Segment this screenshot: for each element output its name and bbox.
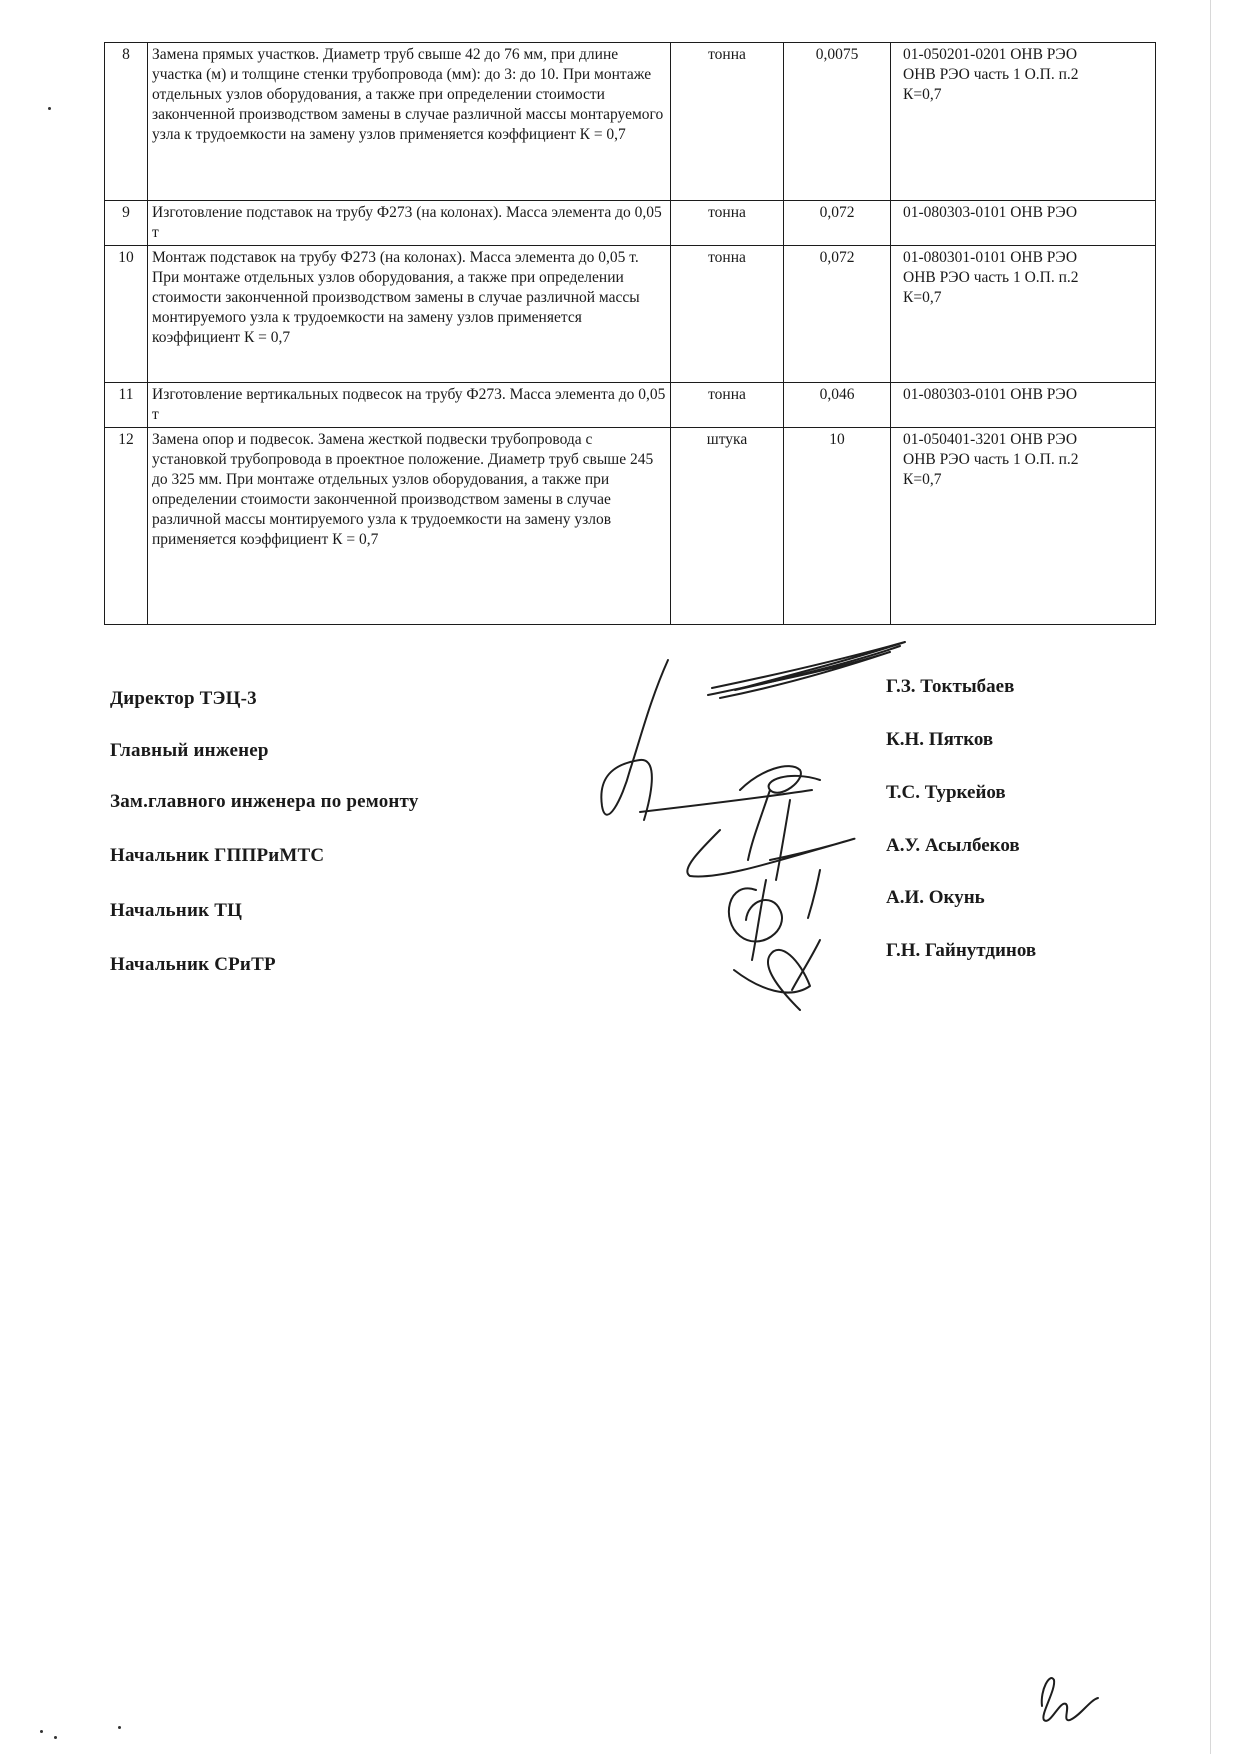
row-number: 12 [105,428,148,625]
row-number: 9 [105,201,148,246]
norm-code-line: ОНВ РЭО часть 1 О.П. п.2 [903,269,1079,286]
quantity: 0,0075 [784,43,891,201]
signatory-name: А.У. Асылбеков [886,835,1020,856]
norm-code-line: 01-080303-0101 ОНВ РЭО [903,386,1078,403]
row-number: 8 [105,43,148,201]
signatory-name: К.Н. Пятков [886,729,994,750]
norm-code-line: 01-080303-0101 ОНВ РЭО [903,204,1078,221]
work-description: Замена опор и подвесок. Замена жесткой подвески трубопровода с установкой трубопровода в проектное положение. Диаметр труб свыше 245 до 325 мм. При монтаже отдельных узлов оборудования, а также при определении стоимости законченной производством замены в случае различной массы монтируемого узла к трудоемкости на замену узлов применяется коэффициент К = 0,7 [148,428,671,625]
norm-code-line: К=0,7 [903,289,942,306]
signatory-position: Начальник ГППРиМТС [110,845,325,866]
quantity: 0,072 [784,246,891,383]
unit-of-measure: штука [671,428,784,625]
norm-code-line: ОНВ РЭО часть 1 О.П. п.2 [903,66,1079,83]
unit-of-measure: тонна [671,383,784,428]
work-description: Замена прямых участков. Диаметр труб свыше 42 до 76 мм, при длине участка (м) и толщине стенки трубопровода (мм): до 3: до 10. При монтаже отдельных узлов оборудования, а также при определении стоимости законченной производством замены в случае различной массы монтаруемого узла к трудоемкости на замену узлов применяется коэффициент К = 0,7 [148,43,671,201]
signatory-position: Директор ТЭЦ-3 [110,688,257,709]
work-description: Монтаж подставок на трубу Ф273 (на колонах). Масса элемента до 0,05 т. При монтаже отдельных узлов оборудования, а также при определении стоимости законченной производством замены в случае различной массы монтируемого узла к трудоемкости на замену узлов применяется коэффициент К = 0,7 [148,246,671,383]
norm-code-line: К=0,7 [903,86,942,103]
signatory-name: Г.Н. Гайнутдинов [886,940,1037,961]
unit-of-measure: тонна [671,43,784,201]
work-description: Изготовление подставок на трубу Ф273 (на колонах). Масса элемента до 0,05 т [148,201,671,246]
row-number: 11 [105,383,148,428]
signatory-name: Г.З. Токтыбаев [886,676,1015,697]
norm-code-line: К=0,7 [903,471,942,488]
norm-code-line: 01-050201-0201 ОНВ РЭО [903,46,1078,63]
quantity: 10 [784,428,891,625]
scan-speck [48,107,51,110]
scan-speck [118,1726,121,1729]
signatory-position: Зам.главного инженера по ремонту [110,791,419,812]
unit-of-measure: тонна [671,246,784,383]
unit-of-measure: тонна [671,201,784,246]
signatory-position: Начальник ТЦ [110,900,243,921]
signatory-position: Начальник СРиТР [110,954,276,975]
row-number: 10 [105,246,148,383]
quantity: 0,046 [784,383,891,428]
norm-code-line: ОНВ РЭО часть 1 О.П. п.2 [903,451,1079,468]
norm-code-line: 01-050401-3201 ОНВ РЭО [903,431,1078,448]
quantity: 0,072 [784,201,891,246]
signatory-position: Главный инженер [110,740,269,761]
signatory-name: А.И. Окунь [886,887,985,908]
scan-speck [40,1730,43,1733]
signatory-name: Т.С. Туркейов [886,782,1006,803]
work-description: Изготовление вертикальных подвесок на трубу Ф273. Масса элемента до 0,05 т [148,383,671,428]
scan-speck [54,1736,57,1739]
norm-code-line: 01-080301-0101 ОНВ РЭО [903,249,1078,266]
